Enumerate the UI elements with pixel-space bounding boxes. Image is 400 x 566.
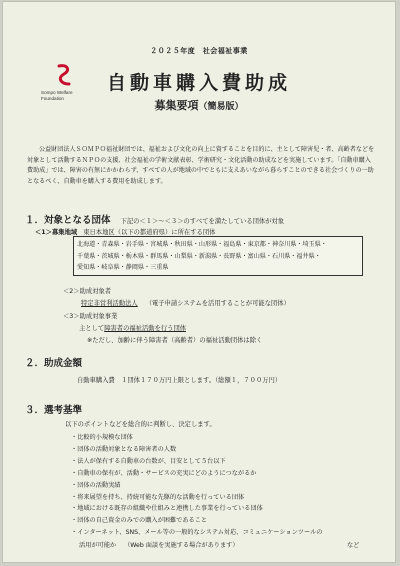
prefecture-line: 愛知県・岐阜県・静岡県・三重県 xyxy=(77,264,169,272)
list-item: ・ 将来展望を持ち、持続可能な先駆的な活動を行っている団体 xyxy=(71,492,322,504)
page-title: 自動車購入費助成 xyxy=(106,72,291,94)
eligible-project-prefix: 主として xyxy=(79,325,105,332)
eligible-applicant xyxy=(81,298,290,307)
section1-heading xyxy=(25,212,284,226)
list-item: ・ 地域における既存の組織や仕組みと連携した事業を行っている団体 xyxy=(71,503,322,515)
list-item: ・ インターネット、SNS、メール等の一般的なシステム対応、コミュニケーションツールの xyxy=(71,527,322,539)
prefecture-line: 千葉県・茨城県・栃木県・群馬県・山梨県・新潟県・長野県・富山県・石川県・福井県・ xyxy=(77,252,321,260)
fiscal-year-line: ２０２５年度 社会福祉事業 xyxy=(150,47,248,55)
section1-title: １．対象となる団体 xyxy=(25,215,111,226)
criterion-region xyxy=(35,227,215,236)
section1-description: 下記の＜１＞～＜３＞のすべてを満たしている団体が対象 xyxy=(120,218,285,225)
eligible-applicant-text: 特定非営利活動法人 xyxy=(81,300,138,307)
eligible-project-text: 障害者の福祉活動を行う団体 xyxy=(104,325,187,332)
intro-paragraph: 公益財団法人ＳＯＭＰＯ福祉財団では、福祉および文化の向上に資することを目的に、主として障害児・者、高齢者などを対象として活動するＮＰＯの支援、社会福祉の学術文献表彰、学術研究・文化活動の助成などを実施しています。「自動車購入費助成」では、障害の有無にかかわらず、すべての人が地域の中でともに支えあいながら暮らすことのできる社会づくりの一助となるべく、自動車を購入する費用を助成します。 xyxy=(27,146,375,185)
subtitle-main: 募集要項 xyxy=(154,99,199,112)
eligible-applicant-note: （電子申請システムを活用することが可能な団体） xyxy=(145,300,290,307)
criteria-tail: など xyxy=(347,542,360,549)
list-item: ・ 団体の活動対象となる障害者の人数 xyxy=(71,444,322,456)
list-item: ・ 団体の自己資金のみでの購入が困難であること xyxy=(71,515,322,527)
criteria-lead: 以下のポイントなどを総合的に判断し、決定します。 xyxy=(65,421,216,428)
list-item: ・ 法人が保有する自動車の台数が、目安として５台以下 xyxy=(71,456,322,468)
grant-amount-text: 自動車購入費 １団体１７０万円上限とします。（総額１，７００万円） xyxy=(77,377,282,384)
region-label: ＜1＞募集地域 xyxy=(35,229,78,236)
criteria-last-continuation xyxy=(79,540,239,549)
region-text: 東日本地区（以下の都道府県）に所在する団体 xyxy=(83,229,216,236)
criteria-last-note: （Web 面談を実施する場合があります） xyxy=(124,542,239,549)
list-item: ・ 団体の活動実績 xyxy=(71,480,322,492)
subtitle-suffix: （簡易版） xyxy=(198,102,244,112)
eligible-project xyxy=(79,323,186,332)
criteria-list xyxy=(71,432,322,539)
list-item: ・ 自動車の保有が、活動・サービスの充実にどのようにつながるか xyxy=(71,468,322,480)
prefecture-line: 北海道・青森県・岩手県・宮城県・秋田県・山形県・福島県・東京都・神奈川県・埼玉県・ xyxy=(77,241,327,248)
section3-heading: ３．選考基準 xyxy=(25,405,83,416)
logo-line-2: Foundation xyxy=(41,95,64,101)
eligible-project-label: ＜3＞助成対象事業 xyxy=(63,313,118,320)
eligible-applicant-label: ＜2＞助成対象者 xyxy=(63,288,112,295)
criteria-last-cont-text: 活用が可能か xyxy=(79,542,117,549)
prefecture-box xyxy=(73,236,363,276)
section2-heading: ２．助成金額 xyxy=(25,358,83,369)
document-page xyxy=(2,1,396,563)
list-item: ・ 比較的小規模な団体 xyxy=(71,432,322,444)
page-subtitle xyxy=(3,97,395,113)
eligible-project-note: ※ただし、加齢に伴う障害者（高齢者）の福祉活動団体は除く xyxy=(87,337,263,344)
logo-line-1: Sompo Welfare xyxy=(41,90,73,95)
